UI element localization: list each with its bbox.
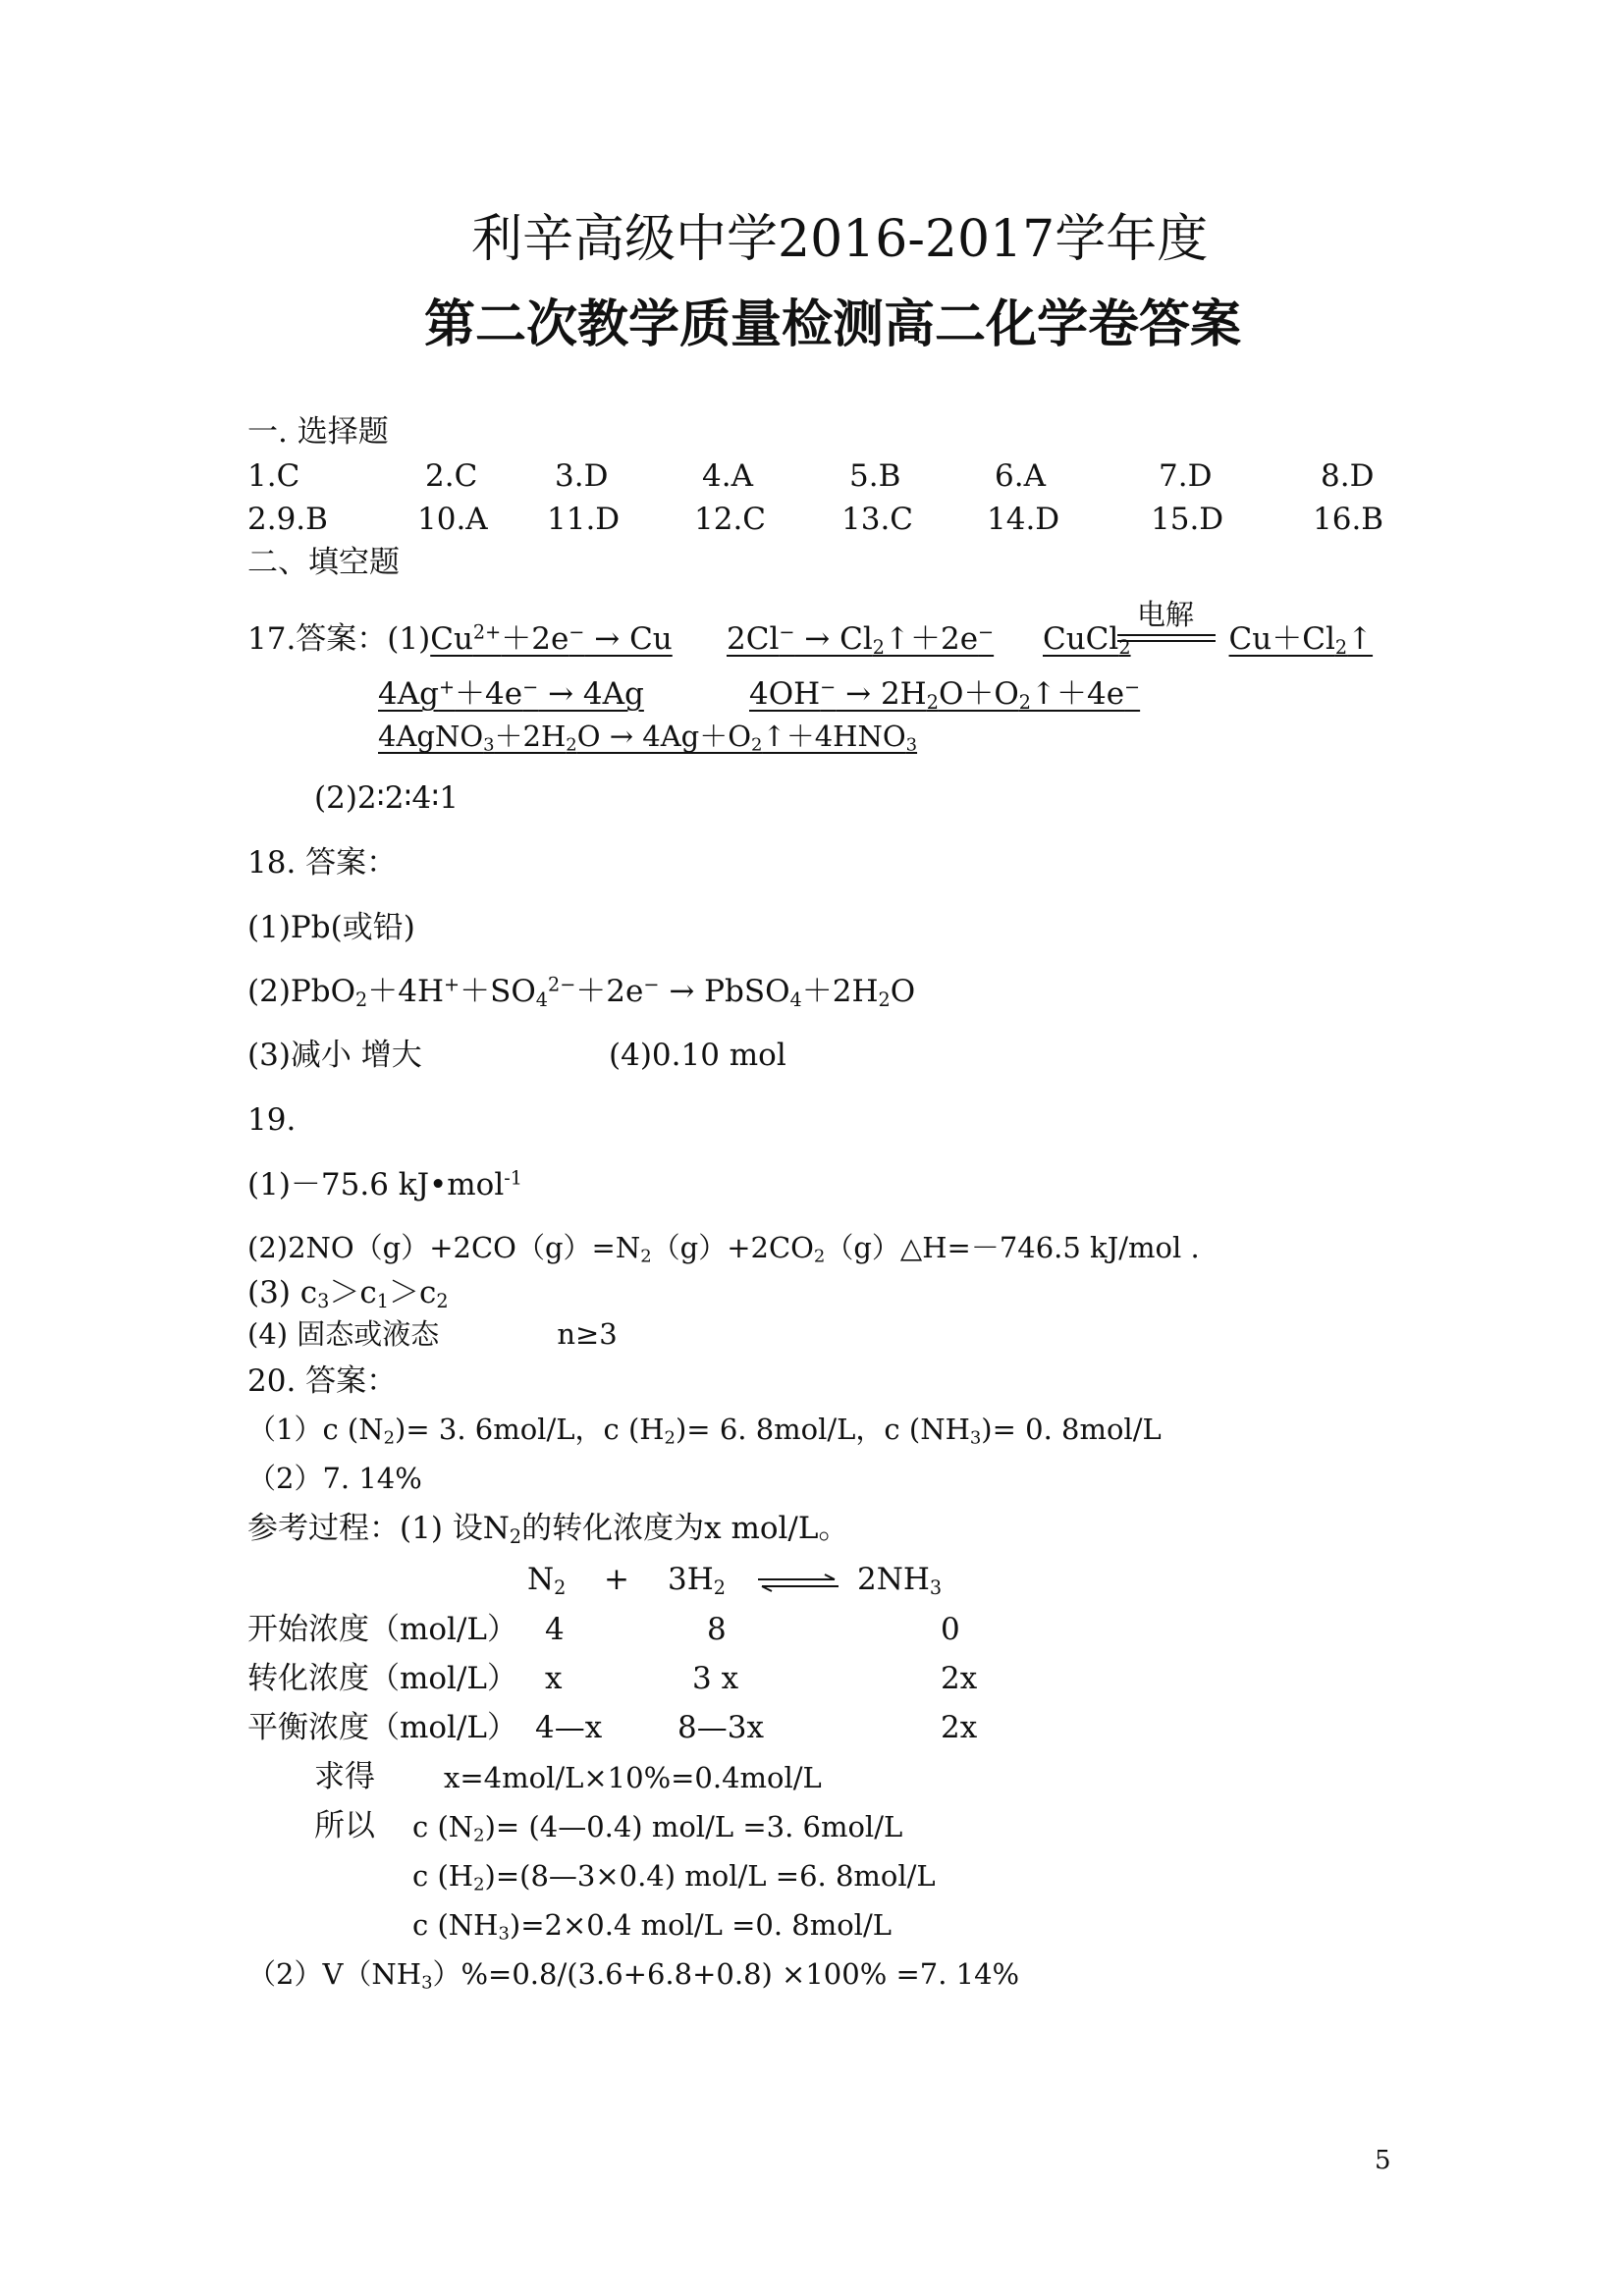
choice-answer: 12.C [694,502,767,537]
q17-eq-cathode-cu: $Cu^{2+}+2e^- \to Cu$ [430,620,673,657]
choice-answer: 11.D [547,502,621,537]
equilibrium-arrow-icon [756,1574,840,1593]
choice-answer: 2.9.B [247,502,328,537]
choice-answer: 13.C [841,502,914,537]
row-eq-label: 平衡浓度（mol/L） [247,1710,518,1745]
so-line-nh3: c $(NH_3)=2\times 0.4$ mol/L =0. 8mol/L [412,1908,892,1945]
choice-answer: 1.C [247,458,300,494]
choice-answer: 6.A [995,458,1046,494]
section-choice-title: 一. 选择题 [247,414,389,450]
choice-answer: 2.C [425,458,478,494]
q20-head: 20. 答案： [247,1363,398,1399]
q20-eq-n2: $N_2$ [527,1562,567,1599]
row-change-value: 2x [941,1661,978,1696]
q20-eq-plus: + [604,1562,629,1597]
row-change-value: x [545,1661,563,1696]
choice-answer: 8.D [1321,458,1375,494]
row-start-label: 开始浓度（mol/L） [247,1612,518,1647]
q17-eq-anode-oh: $4OH^- \to 2H_2O+O_2↑+4e^-$ [749,675,1141,714]
choice-answer: 3.D [555,458,609,494]
choice-answer: 14.D [987,502,1060,537]
choice-answer: 10.A [417,502,488,537]
q18-part1: (1)Pb(或铅) [247,910,415,945]
q20-answer1: （1）c $(N_2)= 3$. 6mol/L，c $(H_2)= 6$. 8mol/L，c $(NH_3)= 0$. 8mol/L [247,1413,1162,1449]
choice-answer: 5.B [849,458,901,494]
q20-eq-nh3: $2NH_3$ [857,1562,943,1599]
choice-answer: 16.B [1313,502,1384,537]
page-title: 利辛高级中学2016-2017学年度 [471,210,1209,269]
q20-reference: 参考过程：(1) 设$N_2$的转化浓度为x mol/L。 [247,1511,849,1548]
row-eq-value: 8—3x [677,1710,764,1745]
row-start-value: 0 [941,1612,960,1647]
q17-part2: (2)2∶2∶4∶1 [314,780,460,816]
choice-answer: 15.D [1151,502,1224,537]
q19-part1: (1)－75.6 kJ•mol$^{-1}$ [247,1166,522,1202]
q18-part2: $(2)PbO_2+4H^++SO_4^{2-}+2e^-$ → $PbSO_4+2H_2O$ [247,973,916,1011]
q19-part2: $(2)2NO(g)+2CO(g)=N_2(g)+2CO_2(g)\triangle H=-746.5$ kJ/mol . [247,1231,1200,1267]
solve-expression: x=4mol/L×10%=0.4mol/L [444,1761,822,1794]
q19-part4: (4) 固态或液态 n≥3 [247,1317,618,1351]
row-eq-value: 2x [941,1710,978,1745]
row-start-value: 4 [545,1612,565,1647]
choice-answer: 4.A [702,458,753,494]
row-change-label: 转化浓度（mol/L） [247,1661,518,1696]
so-line-n2: c $(N_2)=$ (4—0.4) mol/L =3. 6mol/L [412,1810,903,1846]
section-fill-title: 二、填空题 [247,545,400,580]
q17-lead: 17.答案：(1) [247,621,431,657]
so-label: 所以 [314,1808,375,1843]
row-start-value: 8 [707,1612,727,1647]
row-eq-value: 4—x [535,1710,603,1745]
solve-label: 求得 [314,1759,375,1794]
q17-line1 [247,620,673,657]
page-subtitle: 第二次教学质量检测高二化学卷答案 [424,294,1242,354]
q17-eq-total-agno3: $4AgNO_3+2H_2O$ → $4Ag+O_2↑+4HNO_3$ [378,720,918,756]
q17-eq-anode-cl: $2Cl^- \to Cl_2↑+2e^-$ [727,620,995,659]
choice-answer: 7.D [1159,458,1213,494]
q18-part4: (4)0.10 mol [609,1038,786,1073]
q20-eq-h2: $3H_2$ [668,1562,726,1599]
q19-head: 19. [247,1102,297,1138]
page-number: 5 [1375,2146,1391,2175]
electrolysis-label: 电解 [1137,598,1195,631]
q18-part3: (3)减小 增大 [247,1038,422,1073]
q17-eq-cathode-ag: 4Ag+＋4e− → 4Ag [378,675,644,712]
q19-part3: (3) $c_3>c_1>c_2$ [247,1275,449,1312]
row-change-value: 3 x [692,1661,739,1696]
q18-head: 18. 答案： [247,845,398,881]
so-line-h2: c $(H_2)=(8—3\times 0.4)$ mol/L =6. 8mol/L [412,1859,936,1896]
q20-answer2: （2）7. 14% [247,1462,422,1495]
final-answer: $(2)V(NH_3)\%=0.8/(3.6+6.8+0.8) \times 100\% =7$. 14% [247,1957,1020,1994]
q17-eq-total-cucl2: CuCl$_2$ $Cu+Cl_2↑$ [1043,621,1374,659]
